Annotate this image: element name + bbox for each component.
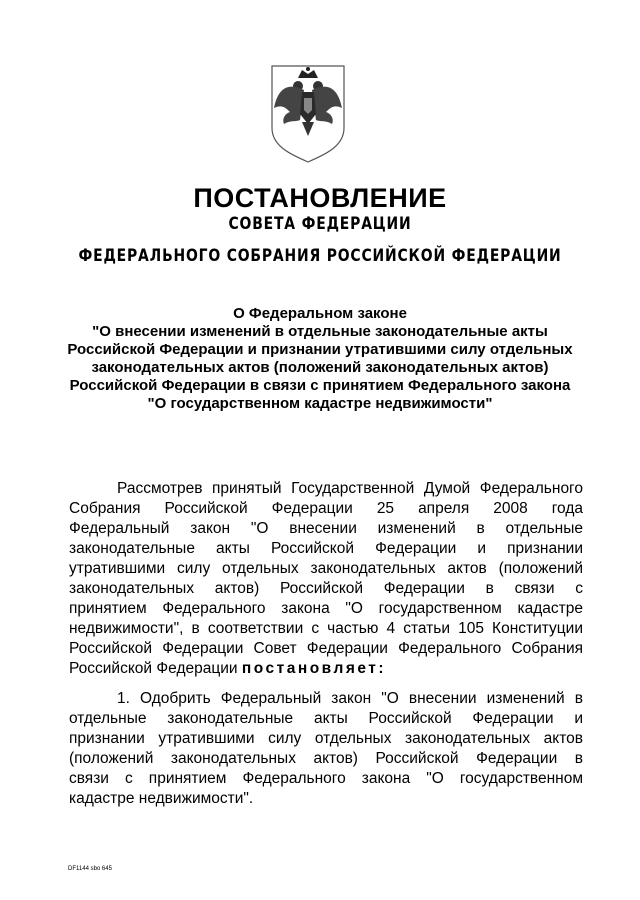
- paragraph-line: Российской Федерации Совет Федерации Федерального Собрания: [69, 640, 583, 657]
- paragraph-line: принятием Федерального закона "О государственном кадастре: [69, 600, 583, 617]
- law-title-line: Российской Федерации в связи с принятием Федерального закона: [69, 377, 571, 394]
- law-title-line: О Федеральном законе: [233, 305, 407, 322]
- paragraph-line: Рассмотрев принятый Государственной Думой Федерального: [117, 480, 583, 497]
- law-title-line: "О внесении изменений в отдельные законодательные акты: [92, 323, 548, 340]
- resolves-emphasis: постановляет:: [241, 660, 387, 677]
- paragraph-line-text: Российской Федерации: [69, 660, 238, 677]
- paragraph-line: законодательные акты Российской Федерации и признании: [69, 540, 583, 557]
- paragraph-line: кадастре недвижимости".: [69, 790, 254, 807]
- paragraph-line: законодательных актов) Российской Федерации в связи с: [69, 580, 583, 597]
- preamble-paragraph: [69, 479, 583, 679]
- paragraph-line: [69, 659, 583, 679]
- law-title-line: "О государственном кадастре недвижимости": [147, 395, 493, 412]
- law-title-line: Российской Федерации и признании утратившими силу отдельных: [67, 341, 573, 358]
- law-title-line: законодательных актов (положений законодательных актов): [91, 359, 549, 376]
- paragraph-line: 1. Одобрить Федеральный закон "О внесении изменений в: [117, 690, 583, 707]
- document-subtitle-line2: ФЕДЕРАЛЬНОГО СОБРАНИЯ РОССИЙСКОЙ ФЕДЕРАЦИИ: [78, 246, 562, 266]
- law-title: [40, 305, 600, 413]
- footer-code: DF1144 sbo 645: [68, 866, 112, 872]
- paragraph-line: признании утратившими силу отдельных законодательных актов: [69, 730, 583, 747]
- document-title: ПОСТАНОВЛЕНИЕ: [193, 183, 447, 213]
- resolution-item-1: [69, 689, 583, 809]
- paragraph-line: (положений законодательных актов) Российской Федерации в: [69, 750, 583, 767]
- paragraph-line: недвижимости", в соответствии с частью 4 статьи 105 Конституции: [69, 620, 583, 637]
- paragraph-line: утратившими силу отдельных законодательных актов (положений: [69, 560, 583, 577]
- paragraph-line: связи с принятием Федерального закона "О государственном: [69, 770, 583, 787]
- paragraph-line: Федеральный закон "О внесении изменений в отдельные: [69, 520, 583, 537]
- document-subtitle-line1: СОВЕТА ФЕДЕРАЦИИ: [228, 214, 412, 234]
- paragraph-line: Собрания Российской Федерации 25 апреля 2008 года: [69, 500, 583, 517]
- coat-of-arms-icon: [268, 64, 348, 164]
- paragraph-line: отдельные законодательные акты Российской Федерации и: [69, 710, 583, 727]
